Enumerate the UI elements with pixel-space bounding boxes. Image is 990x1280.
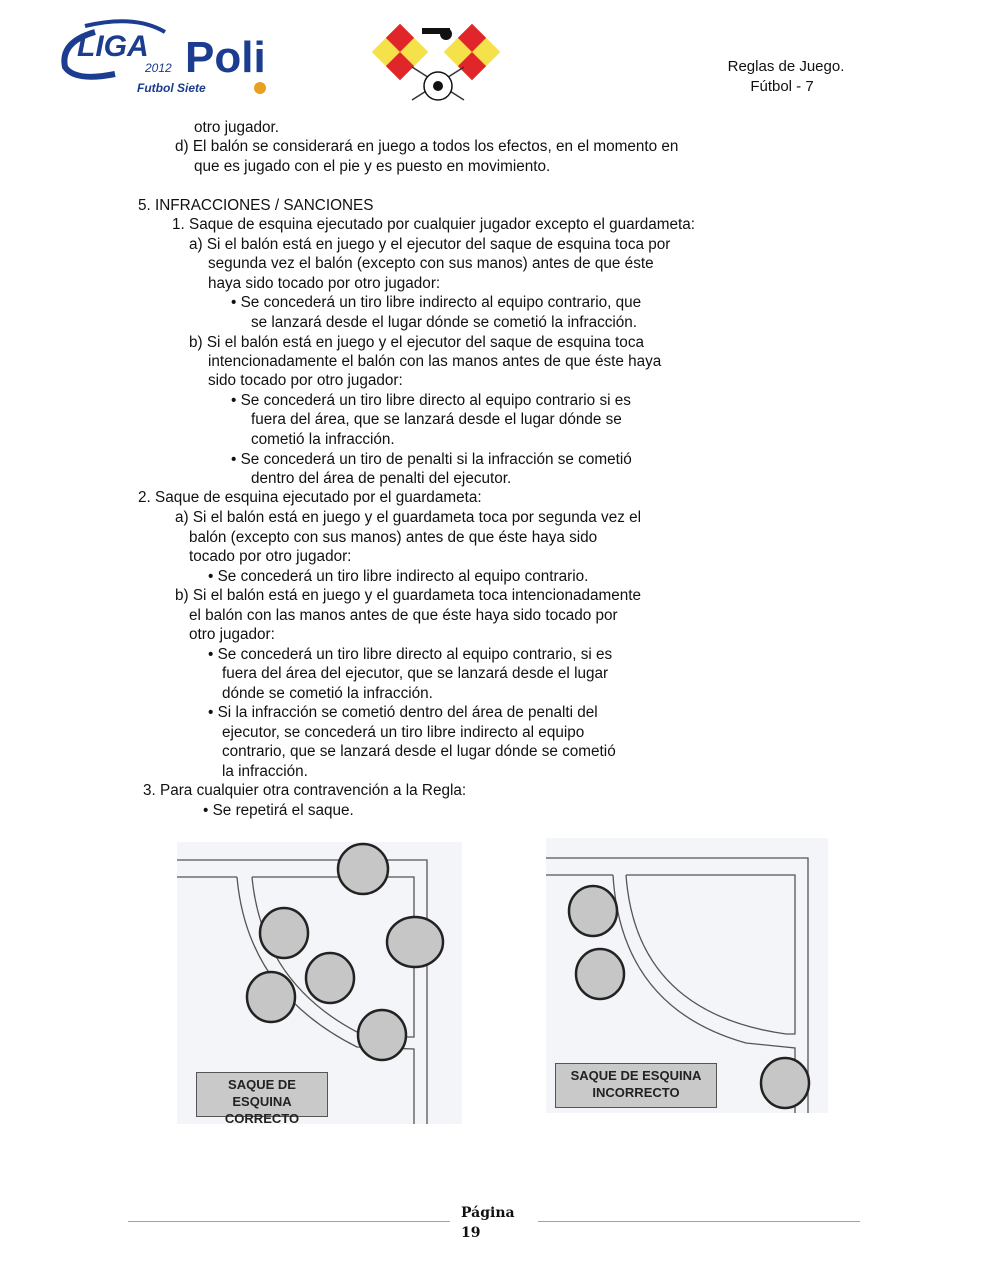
header-subtitle: Fútbol - 7	[750, 78, 814, 95]
text-line: 1. Saque de esquina ejecutado por cualquier jugador excepto el guardameta:	[172, 216, 696, 233]
text-line: a) Si el balón está en juego y el ejecutor del saque de esquina toca por	[189, 236, 671, 253]
text-line: d) El balón se considerará en juego a todos los efectos, en el momento en	[175, 138, 679, 155]
text-line: • Se concederá un tiro libre directo al equipo contrario, si es	[208, 646, 613, 663]
text-line: • Se concederá un tiro libre directo al equipo contrario si es	[231, 392, 631, 409]
text-line: fuera del área del ejecutor, que se lanzará desde el lugar	[222, 665, 609, 682]
text-line: ejecutor, se concederá un tiro libre indirecto al equipo	[222, 724, 585, 741]
correct-label-line2: CORRECTO	[224, 1111, 300, 1126]
text-line: intencionadamente el balón con las manos antes de que éste haya	[208, 353, 662, 370]
text-line: el balón con las manos antes de que éste haya sido tocado por	[189, 607, 618, 624]
incorrect-label-line1: SAQUE DE ESQUINA	[570, 1068, 702, 1083]
corner-kick-incorrect-diagram	[546, 838, 828, 1113]
footer-rule-left	[128, 1221, 450, 1222]
text-line: dónde se cometió la infracción.	[222, 685, 433, 702]
footer-rule-right	[538, 1221, 860, 1222]
header-title: Reglas de Juego.	[727, 58, 845, 75]
text-line: a) Si el balón está en juego y el guardameta toca por segunda vez el	[175, 509, 642, 526]
svg-text:Poli: Poli	[185, 33, 266, 82]
text-line: 3. Para cualquier otra contravención a la Regla:	[143, 782, 467, 799]
liga-poli-logo	[55, 12, 285, 102]
text-line: sido tocado por otro jugador:	[208, 372, 403, 389]
corner-kick-correct-diagram	[177, 842, 462, 1124]
incorrect-label-box	[555, 1063, 717, 1108]
section-heading: 5. INFRACCIONES / SANCIONES	[138, 197, 374, 214]
text-line: • Se repetirá el saque.	[203, 802, 354, 819]
text-line: • Se concederá un tiro de penalti si la infracción se cometió	[231, 451, 632, 468]
svg-text:LIGA: LIGA	[77, 30, 149, 63]
text-line: se lanzará desde el lugar dónde se cometió la infracción.	[251, 314, 638, 331]
text-line: • Se concederá un tiro libre indirecto al equipo contrario.	[208, 568, 589, 585]
text-line: otro jugador:	[189, 626, 275, 643]
text-line: cometió la infracción.	[251, 431, 395, 448]
text-line: que es jugado con el pie y es puesto en movimiento.	[194, 158, 551, 175]
text-line: segunda vez el balón (excepto con sus manos) antes de que éste	[208, 255, 654, 272]
incorrect-label-line2: INCORRECTO	[592, 1085, 680, 1100]
text-line: haya sido tocado por otro jugador:	[208, 275, 441, 292]
page-number: 19	[461, 1225, 481, 1241]
svg-text:2012: 2012	[145, 61, 172, 75]
text-line: la infracción.	[222, 763, 308, 780]
text-line: contrario, que se lanzará desde el lugar dónde se cometió	[222, 743, 616, 760]
referee-flags-icon	[372, 22, 504, 102]
correct-label-line1: SAQUE DE ESQUINA	[228, 1077, 296, 1109]
text-line: tocado por otro jugador:	[189, 548, 352, 565]
text-line: otro jugador.	[194, 119, 280, 136]
text-line: • Si la infracción se cometió dentro del área de penalti del	[208, 704, 598, 721]
text-line: 2. Saque de esquina ejecutado por el guardameta:	[138, 489, 482, 506]
correct-label-box	[196, 1072, 328, 1126]
text-line: b) Si el balón está en juego y el ejecutor del saque de esquina toca	[189, 334, 644, 351]
page-label: Página	[461, 1205, 515, 1221]
text-line: dentro del área de penalti del ejecutor.	[251, 470, 512, 487]
text-line: b) Si el balón está en juego y el guardameta toca intencionadamente	[175, 587, 642, 604]
svg-text:Futbol Siete: Futbol Siete	[137, 81, 206, 95]
text-line: fuera del área, que se lanzará desde el lugar dónde se	[251, 411, 622, 428]
text-line: balón (excepto con sus manos) antes de que éste haya sido	[189, 529, 598, 546]
text-line: • Se concederá un tiro libre indirecto al equipo contrario, que	[231, 294, 642, 311]
